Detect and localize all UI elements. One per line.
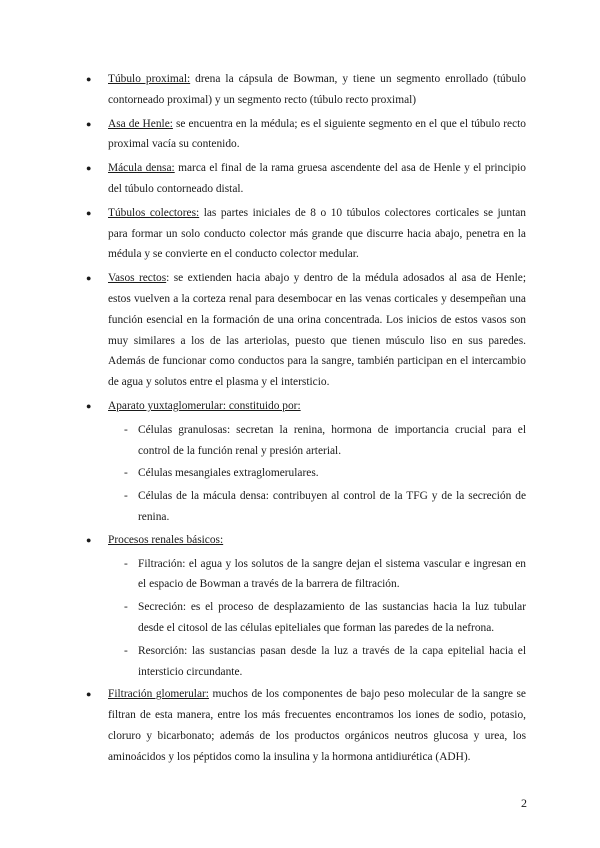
dash-marker: - (124, 423, 128, 436)
sub-item-text: Células granulosas: secretan la renina, hormona de importancia crucial para el control de la función renal y presión arterial. (138, 423, 526, 457)
sub-item (86, 486, 526, 528)
sub-item-text: Filtración: el agua y los solutos de la sangre dejan el sistema vascular e ingresan en el espacio de Bowman a través de la barrera de filtración. (138, 557, 526, 591)
sub-item (86, 597, 526, 639)
definition: se encuentra en la médula; es el siguiente segmento en el que el túbulo recto proximal vacía su contenido. (108, 117, 526, 151)
term: Túbulo proximal: (108, 73, 191, 85)
bullet-icon: ● (86, 207, 92, 218)
dash-marker: - (124, 467, 128, 480)
list-item-tubulos-colectores (86, 203, 526, 265)
sub-item-text: Células mesangiales extraglomerulares. (138, 467, 319, 480)
sub-item (86, 420, 526, 462)
bullet-icon: ● (86, 400, 92, 411)
bullet-icon: ● (86, 689, 92, 700)
sub-item-text: Secreción: es el proceso de desplazamiento de las sustancias hacia la luz tubular desde el citosol de las células epiteliales que forman las paredes de la nefrona. (138, 601, 526, 634)
list-item-tubulo-proximal (86, 69, 526, 111)
sub-item-text: Resorción: las sustancias pasan desde la luz a través de la capa epitelial hacia el intersticio circundante. (138, 644, 526, 678)
list-item-macula-densa (86, 158, 526, 200)
list-item-asa-de-henle (86, 114, 526, 156)
dash-marker: - (124, 644, 128, 657)
definition: marca el final de la rama gruesa ascendente del asa de Henle y el principio del túbulo contorneado distal. (108, 162, 526, 195)
list-item-vasos-rectos (86, 268, 526, 393)
term: Mácula densa: (108, 162, 175, 175)
dash-marker: - (124, 601, 128, 614)
bullet-icon: ● (86, 163, 92, 174)
definition: muchos de los componentes de bajo peso molecular de la sangre se filtran de esta manera, entre los más frecuentes encontramos los iones de sodio, potasio, cloruro y bicarbonato; además de los productos orgánicos neutros glucosa y urea, los aminoácidos y los péptidos como la insulina y la hormona antidiurética (ADH). (108, 688, 526, 763)
term: Procesos renales básicos: (108, 533, 224, 546)
dash-marker: - (124, 557, 128, 570)
list-item-aparato-yuxtaglomerular (86, 396, 526, 417)
dash-marker: - (124, 490, 128, 503)
page-number: 2 (521, 796, 527, 810)
definition: drena la cápsula de Bowman, y tiene un segmento enrollado (túbulo contorneado proximal) y un segmento recto (túbulo recto proximal) (108, 73, 526, 106)
definition: : se extienden hacia abajo y dentro de la médula adosados al asa de Henle; estos vuelven a la corteza renal para desembocar en las venas corticales y desempeñan una función esencial en la formación de una orina concentrada. Los inicios de estos vasos son muy similares a los de las arteriolas, puesto que tienen músculo liso en sus paredes. Además de funcionar como conductos para la sangre, también participan en el intercambio de agua y solutos entre el plasma y el intersticio. (108, 272, 527, 389)
sub-item (86, 641, 526, 683)
bullet-icon: ● (86, 273, 92, 284)
list-item-filtracion-glomerular (86, 684, 526, 767)
sub-item (86, 463, 526, 484)
sub-item-text: Células de la mácula densa: contribuyen al control de la TFG y de la secreción de renina. (138, 490, 526, 523)
term: Vasos rectos (108, 272, 167, 285)
bullet-icon: ● (86, 534, 92, 545)
bullet-list (86, 69, 526, 771)
bullet-icon: ● (86, 74, 92, 84)
term: Asa de Henle: (108, 117, 173, 130)
bullet-icon: ● (86, 118, 92, 129)
term: Filtración glomerular: (108, 688, 209, 701)
term: Aparato yuxtaglomerular: constituido por: (108, 399, 301, 412)
definition: las partes iniciales de 8 o 10 túbulos colectores corticales se juntan para formar un solo conducto colector más grande que discurre hacia abajo, penetra en la médula y se convierte en el conducto colector medular. (108, 206, 526, 261)
term: Túbulos colectores: (108, 206, 200, 219)
sub-item (86, 554, 526, 596)
list-item-procesos-renales (86, 530, 526, 551)
